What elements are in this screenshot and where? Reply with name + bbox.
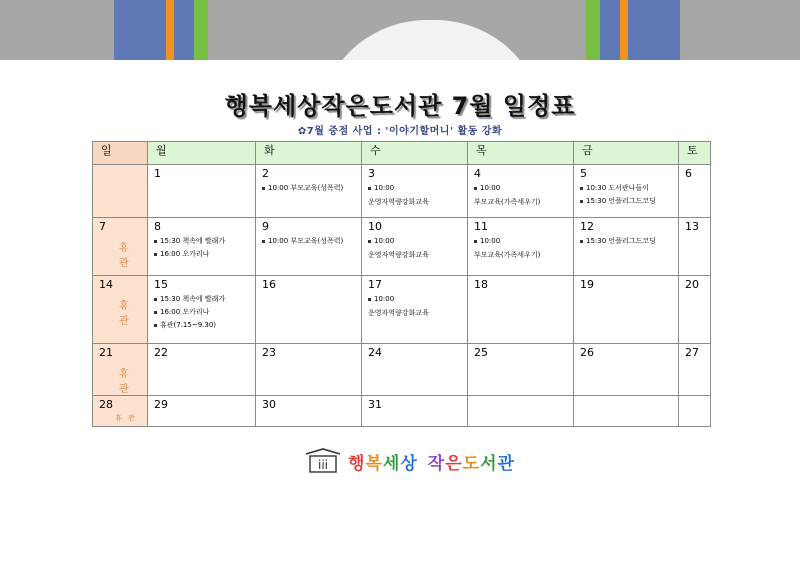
calendar-day-cell bbox=[362, 344, 468, 396]
event-item bbox=[148, 321, 255, 330]
event-item bbox=[362, 184, 467, 207]
event-text: 부모교육(가족세우기) bbox=[474, 251, 541, 259]
event-text: 부모교육(가족세우기) bbox=[474, 198, 541, 206]
day-number: 19 bbox=[580, 278, 594, 291]
event-item bbox=[468, 184, 573, 207]
bullet-icon bbox=[580, 200, 583, 203]
library-logo-icon bbox=[304, 448, 342, 474]
weekday-header: 금 bbox=[574, 142, 679, 165]
calendar-day-cell bbox=[93, 276, 148, 344]
day-number: 27 bbox=[685, 346, 699, 359]
weekday-header: 수 bbox=[362, 142, 468, 165]
day-number: 17 bbox=[368, 278, 382, 291]
bullet-icon bbox=[368, 187, 371, 190]
closed-label: 휴 관 bbox=[119, 301, 132, 327]
day-number: 8 bbox=[154, 220, 161, 233]
calendar-day-cell bbox=[362, 218, 468, 276]
calendar-day-cell bbox=[679, 165, 711, 218]
calendar-day-cell bbox=[574, 344, 679, 396]
weekday-header-row bbox=[93, 142, 711, 165]
event-item bbox=[574, 197, 678, 206]
day-number: 2 bbox=[262, 167, 269, 180]
calendar-day-cell bbox=[468, 218, 574, 276]
day-number: 16 bbox=[262, 278, 276, 291]
closed-label: 휴 관 bbox=[115, 414, 137, 422]
bullet-icon bbox=[154, 324, 157, 327]
calendar-day-cell bbox=[574, 218, 679, 276]
day-number: 25 bbox=[474, 346, 488, 359]
event-text: 15:30 책속에 빨래가 bbox=[160, 237, 226, 245]
event-item bbox=[574, 184, 678, 193]
bullet-icon bbox=[262, 240, 265, 243]
calendar-week-row bbox=[93, 344, 711, 396]
calendar-day-cell bbox=[93, 165, 148, 218]
calendar-day-cell bbox=[93, 218, 148, 276]
calendar-day-cell bbox=[679, 276, 711, 344]
event-text: 15:30 언플러그드코딩 bbox=[586, 197, 656, 205]
weekday-header: 목 bbox=[468, 142, 574, 165]
calendar-day-cell bbox=[256, 276, 362, 344]
event-text: 10:00 bbox=[374, 237, 395, 245]
day-number: 28 bbox=[99, 398, 113, 411]
weekday-header: 화 bbox=[256, 142, 362, 165]
weekday-header: 일 bbox=[93, 142, 148, 165]
event-text: 10:00 bbox=[374, 184, 395, 192]
calendar-day-cell bbox=[148, 218, 256, 276]
weekday-header: 월 bbox=[148, 142, 256, 165]
calendar-day-cell bbox=[93, 396, 148, 427]
calendar-day-cell bbox=[148, 165, 256, 218]
calendar-day-cell bbox=[468, 276, 574, 344]
calendar-day-cell bbox=[362, 396, 468, 427]
calendar-day-cell bbox=[574, 165, 679, 218]
calendar-week-row bbox=[93, 276, 711, 344]
library-logo-text: 행복세상 작은도서관 bbox=[348, 454, 515, 474]
event-text: 10:00 부모교육(성폭력) bbox=[268, 237, 344, 245]
event-item bbox=[362, 237, 467, 260]
page-title: 행복세상작은도서관 7월 일정표 bbox=[224, 92, 576, 120]
day-number: 21 bbox=[99, 346, 113, 359]
calendar-day-cell bbox=[679, 396, 711, 427]
event-text: 10:00 bbox=[480, 237, 501, 245]
bullet-icon bbox=[474, 240, 477, 243]
calendar-day-cell bbox=[148, 396, 256, 427]
bullet-icon bbox=[154, 240, 157, 243]
event-item bbox=[468, 237, 573, 260]
day-number: 1 bbox=[154, 167, 161, 180]
event-text: 15:30 언플러그드코딩 bbox=[586, 237, 656, 245]
calendar-day-cell bbox=[256, 165, 362, 218]
calendar-day-cell bbox=[362, 165, 468, 218]
bullet-icon bbox=[154, 253, 157, 256]
day-number: 31 bbox=[368, 398, 382, 411]
event-text: 15:30 책속에 빨래가 bbox=[160, 295, 226, 303]
header-banner bbox=[0, 0, 800, 60]
day-number: 3 bbox=[368, 167, 375, 180]
event-text: 16:00 오카리나 bbox=[160, 250, 210, 258]
calendar-day-cell bbox=[256, 218, 362, 276]
calendar-day-cell bbox=[574, 396, 679, 427]
day-number: 9 bbox=[262, 220, 269, 233]
day-number: 12 bbox=[580, 220, 594, 233]
event-item bbox=[148, 250, 255, 259]
event-item bbox=[256, 237, 361, 246]
calendar-week-row bbox=[93, 218, 711, 276]
event-item bbox=[148, 295, 255, 304]
event-text: 운영자역량강화교육 bbox=[368, 198, 429, 206]
event-text: 휴관(7.15~9.30) bbox=[160, 321, 217, 329]
day-number: 10 bbox=[368, 220, 382, 233]
bullet-icon bbox=[154, 311, 157, 314]
svg-text:iii: iii bbox=[317, 458, 329, 472]
day-number: 24 bbox=[368, 346, 382, 359]
bullet-icon bbox=[368, 240, 371, 243]
bullet-icon bbox=[580, 187, 583, 190]
event-item bbox=[574, 237, 678, 246]
event-text: 10:00 bbox=[374, 295, 395, 303]
closed-label: 휴 관 bbox=[119, 243, 132, 269]
bullet-icon bbox=[368, 298, 371, 301]
bullet-icon bbox=[474, 187, 477, 190]
calendar-week-row bbox=[93, 396, 711, 427]
day-number: 20 bbox=[685, 278, 699, 291]
day-number: 22 bbox=[154, 346, 168, 359]
day-number: 30 bbox=[262, 398, 276, 411]
calendar-table bbox=[92, 141, 711, 427]
day-number: 18 bbox=[474, 278, 488, 291]
calendar-day-cell bbox=[468, 344, 574, 396]
left-color-stripes bbox=[114, 0, 208, 60]
library-logo bbox=[304, 444, 515, 474]
event-item bbox=[148, 308, 255, 317]
bullet-icon bbox=[154, 298, 157, 301]
day-number: 29 bbox=[154, 398, 168, 411]
event-item bbox=[362, 295, 467, 318]
event-text: 10:30 도서관나들이 bbox=[586, 184, 649, 192]
day-number: 15 bbox=[154, 278, 168, 291]
banner-divider bbox=[0, 60, 800, 64]
day-number: 5 bbox=[580, 167, 587, 180]
day-number: 26 bbox=[580, 346, 594, 359]
event-item bbox=[256, 184, 361, 193]
day-number: 4 bbox=[474, 167, 481, 180]
calendar-week-row bbox=[93, 165, 711, 218]
calendar-day-cell bbox=[679, 218, 711, 276]
day-number: 7 bbox=[99, 220, 106, 233]
bullet-icon bbox=[580, 240, 583, 243]
calendar-day-cell bbox=[148, 344, 256, 396]
day-number: 13 bbox=[685, 220, 699, 233]
calendar-day-cell bbox=[148, 276, 256, 344]
day-number: 6 bbox=[685, 167, 692, 180]
calendar-day-cell bbox=[468, 165, 574, 218]
calendar-day-cell bbox=[574, 276, 679, 344]
event-text: 16:00 오카리나 bbox=[160, 308, 210, 316]
calendar-day-cell bbox=[679, 344, 711, 396]
closed-label: 휴 관 bbox=[119, 369, 132, 395]
right-color-stripes bbox=[586, 0, 680, 60]
event-text: 10:00 bbox=[480, 184, 501, 192]
day-number: 23 bbox=[262, 346, 276, 359]
event-text: 운영자역량강화교육 bbox=[368, 309, 429, 317]
calendar-day-cell bbox=[93, 344, 148, 396]
calendar-day-cell bbox=[468, 396, 574, 427]
weekday-header: 토 bbox=[679, 142, 711, 165]
day-number: 11 bbox=[474, 220, 488, 233]
event-text: 10:00 부모교육(성폭력) bbox=[268, 184, 344, 192]
event-item bbox=[148, 237, 255, 246]
event-text: 운영자역량강화교육 bbox=[368, 251, 429, 259]
calendar-day-cell bbox=[256, 396, 362, 427]
banner-arch bbox=[317, 20, 545, 60]
day-number: 14 bbox=[99, 278, 113, 291]
calendar-day-cell bbox=[362, 276, 468, 344]
bullet-icon bbox=[262, 187, 265, 190]
page-subtitle: ✿7월 중점 사업 : '이야기할머니' 활동 강화 bbox=[297, 126, 503, 137]
calendar-day-cell bbox=[256, 344, 362, 396]
